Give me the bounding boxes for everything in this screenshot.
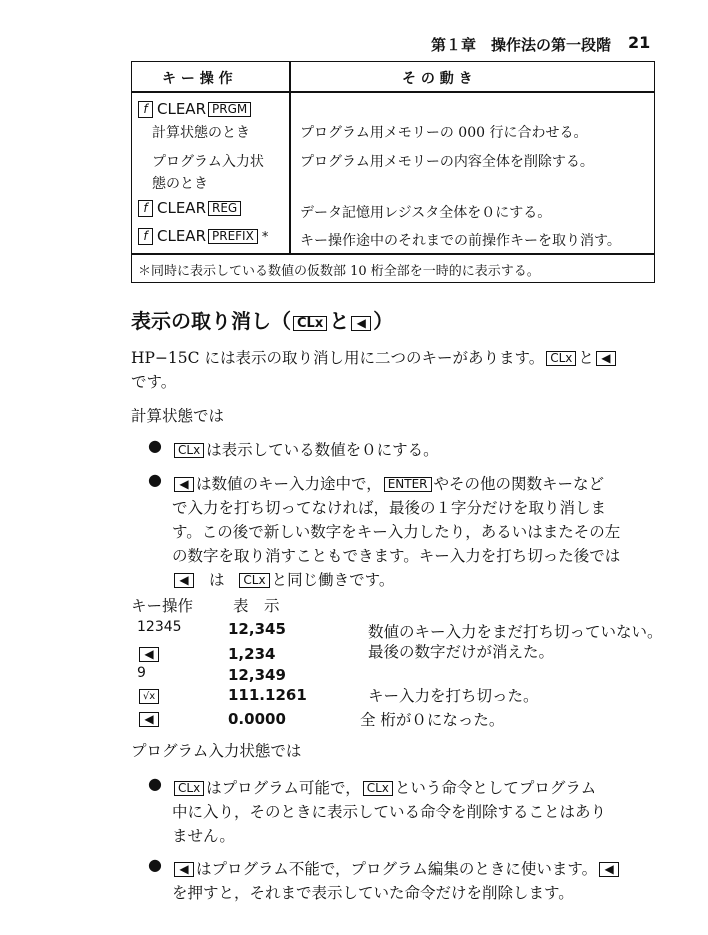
sqrt-key: √x bbox=[139, 689, 159, 704]
bullet-2-line-3: す。この後で新しい数字をキー入力したり，あるいはまたその左 bbox=[172, 523, 621, 541]
program-bullet-1-line-1 bbox=[172, 776, 596, 798]
clx-key: CLx bbox=[174, 443, 204, 458]
f-key: f bbox=[138, 200, 153, 217]
table-footnote-divider bbox=[132, 253, 654, 255]
section-title-and: と bbox=[329, 309, 350, 333]
prefix-key: PREFIX bbox=[208, 229, 258, 244]
f-key: f bbox=[138, 228, 153, 245]
table-effect-2: プログラム用メモリーの内容全体を削除する。 bbox=[300, 154, 594, 170]
chapter-title: 第１章 操作法の第一段階 bbox=[431, 36, 612, 54]
backarrow-key: ◀ bbox=[174, 862, 194, 877]
prgm-key: PRGM bbox=[208, 102, 251, 117]
bullet-2-line-5 bbox=[172, 568, 394, 590]
bullet-icon: ● bbox=[148, 470, 162, 489]
table-row-clear-prgm-keys bbox=[138, 100, 253, 118]
example-display-4: 111.1261 bbox=[228, 686, 307, 704]
intro-and: と bbox=[578, 349, 594, 367]
intro-text: HP−15C には表示の取り消し用に二つのキーがあります。 bbox=[131, 349, 545, 367]
program-bullet-1-line-2: 中に入り，そのときに表示している命令を削除することはあり bbox=[172, 803, 607, 821]
footnote-mark: * bbox=[261, 230, 269, 245]
backarrow-key: ◀ bbox=[139, 647, 159, 662]
bullet-icon: ● bbox=[148, 436, 162, 455]
clx-key: CLx bbox=[546, 351, 576, 366]
example-key-4 bbox=[137, 685, 161, 704]
intro-line-2: です。 bbox=[131, 373, 177, 391]
example-display-5: 0.0000 bbox=[228, 710, 286, 728]
intro-line-1 bbox=[131, 346, 618, 368]
section-title bbox=[131, 305, 393, 334]
example-display-3: 12,349 bbox=[228, 666, 286, 684]
calc-state-heading: 計算状態では bbox=[131, 407, 225, 425]
bullet-2-text-wa: は bbox=[208, 571, 225, 589]
backarrow-key: ◀ bbox=[174, 573, 194, 588]
example-display-2: 1,234 bbox=[228, 645, 276, 663]
program-bullet-2-text: はプログラム不能で，プログラム編集のときに使います。 bbox=[196, 860, 598, 878]
program-bullet-1-line-3: ません。 bbox=[172, 827, 235, 845]
clx-key: CLx bbox=[363, 781, 393, 796]
table-effect-4: キー操作途中のそれまでの前操作キーを取り消す。 bbox=[300, 233, 621, 249]
table-row-calc-state: 計算状態のとき bbox=[152, 125, 250, 141]
reg-key: REG bbox=[208, 201, 241, 216]
example-key-1: 12345 bbox=[137, 619, 182, 635]
clx-key: CLx bbox=[293, 316, 327, 331]
bullet-2-line-4: の数字を取り消すこともできます。キー入力を打ち切った後では bbox=[172, 547, 621, 565]
clear-label: CLEAR bbox=[157, 100, 206, 118]
example-display-1: 12,345 bbox=[228, 620, 286, 638]
program-bullet-1-text-b: という命令としてプログラム bbox=[394, 779, 597, 797]
backarrow-key: ◀ bbox=[599, 862, 619, 877]
program-bullet-2-line-1 bbox=[172, 857, 621, 879]
bullet-icon: ● bbox=[148, 774, 162, 793]
bullet-2-text-same: と同じ働きです。 bbox=[271, 571, 395, 589]
bullet-2-text-b: やその他の関数キーなど bbox=[433, 475, 605, 493]
table-header-divider bbox=[132, 91, 654, 93]
running-header bbox=[431, 34, 611, 55]
example-note-4: キー入力を打ち切った。 bbox=[368, 687, 539, 705]
bullet-icon: ● bbox=[148, 855, 162, 874]
example-note-2: 最後の数字だけが消えた。 bbox=[368, 643, 555, 661]
table-row-prog-state-2: 態のとき bbox=[152, 176, 208, 192]
section-title-text: 表示の取り消し（ bbox=[131, 309, 291, 333]
table-effect-3: データ記憶用レジスタ全体を０にする。 bbox=[300, 205, 552, 221]
table-col-header-keys: キ ー 操 作 bbox=[162, 71, 233, 87]
f-key: f bbox=[138, 101, 153, 118]
table-effect-1: プログラム用メモリーの 000 行に合わせる。 bbox=[300, 125, 588, 141]
table-row-clear-reg-keys bbox=[138, 199, 243, 217]
bullet-2-line-1 bbox=[172, 472, 604, 494]
backarrow-key: ◀ bbox=[351, 316, 371, 331]
key-operation-table bbox=[131, 61, 655, 283]
example-key-3: 9 bbox=[137, 665, 146, 681]
example-key-5 bbox=[137, 709, 161, 728]
backarrow-key: ◀ bbox=[174, 477, 194, 492]
clear-label: CLEAR bbox=[157, 227, 206, 245]
clx-key: CLx bbox=[239, 573, 269, 588]
table-row-prog-state-1: プログラム入力状 bbox=[152, 154, 264, 170]
table-footnote: ＊同時に表示している数値の仮数部 10 桁全部を一時的に表示する。 bbox=[138, 264, 540, 279]
example-key-2 bbox=[137, 644, 161, 663]
example-col-keys: キー操作 bbox=[131, 597, 194, 615]
bullet-2-line-2: で入力を打ち切ってなければ，最後の１字分だけを取り消しま bbox=[172, 499, 607, 517]
program-bullet-1-text-a: はプログラム可能で， bbox=[206, 779, 361, 797]
clx-key: CLx bbox=[174, 781, 204, 796]
example-note-1: 数値のキー入力をまだ打ち切っていない。 bbox=[368, 623, 663, 641]
bullet-1-text bbox=[172, 438, 439, 460]
page-number: 21 bbox=[628, 33, 651, 52]
table-row-clear-prefix-keys bbox=[138, 227, 268, 245]
bullet-2-text-a: は数値のキー入力途中で， bbox=[196, 475, 382, 493]
section-title-close: ） bbox=[373, 309, 394, 333]
program-heading: プログラム入力状態では bbox=[131, 742, 302, 760]
backarrow-key: ◀ bbox=[139, 712, 159, 727]
example-note-5: 全 桁が０になった。 bbox=[360, 711, 505, 729]
program-bullet-2-line-2: を押すと，それまで表示していた命令だけを削除します。 bbox=[172, 884, 574, 902]
clear-label: CLEAR bbox=[157, 199, 206, 217]
example-col-display: 表 示 bbox=[233, 597, 280, 615]
enter-key: ENTER bbox=[384, 477, 432, 492]
bullet-1-body: は表示している数値を０にする。 bbox=[206, 441, 439, 459]
backarrow-key: ◀ bbox=[596, 351, 616, 366]
table-col-header-effect: そ の 動 き bbox=[402, 71, 473, 87]
